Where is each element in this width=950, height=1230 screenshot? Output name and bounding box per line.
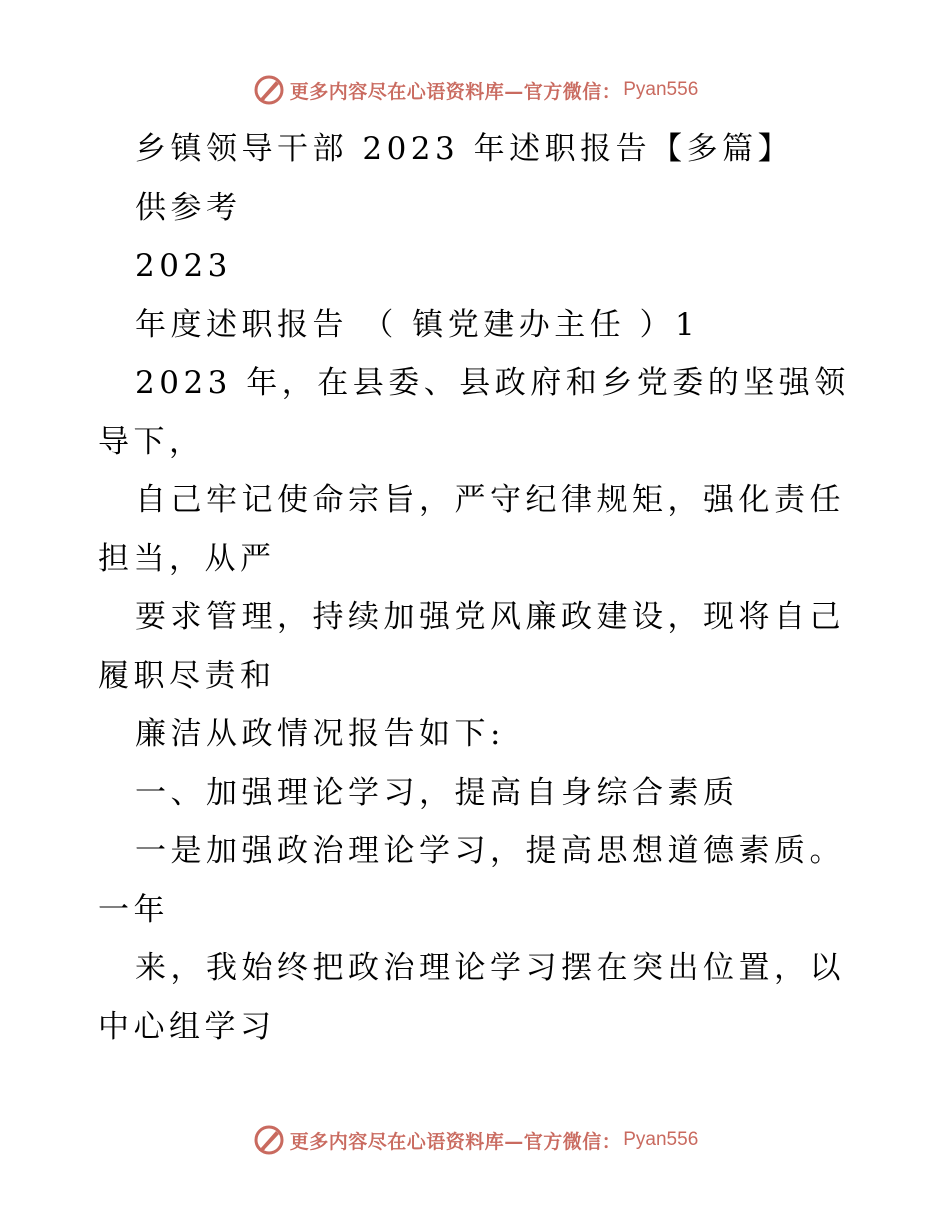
paragraph: 要求管理，持续加强党风廉政建设，现将自己履职尽责和 <box>98 599 845 694</box>
header-banner <box>0 70 950 110</box>
document-title: 乡镇领导干部 2023 年述职报告【多篇】 <box>135 131 794 167</box>
wechat-id: Pyan556 <box>623 1129 699 1150</box>
document-body <box>98 120 868 1056</box>
paragraph: 2023 <box>135 248 232 284</box>
paragraph: 廉洁从政情况报告如下: <box>135 716 505 752</box>
paragraph: 来，我始终把政治理论学习摆在突出位置，以中心组学习 <box>98 950 845 1045</box>
paragraph: 年度述职报告 （ 镇党建办主任 ）1 <box>135 306 700 343</box>
footer-banner <box>0 1120 950 1160</box>
wechat-id: Pyan556 <box>623 79 699 100</box>
paragraph: 供参考 <box>135 189 242 226</box>
paragraph: 自己牢记使命宗旨，严守纪律规矩，强化责任担当，从严 <box>98 482 845 577</box>
banner-text: 更多内容尽在心语资料库—官方微信： <box>289 80 622 103</box>
paragraph: 一是加强政治理论学习，提高思想道德素质。一年 <box>98 833 845 928</box>
quill-pen-logo-icon <box>252 1123 286 1157</box>
section-heading: 一、加强理论学习，提高自身综合素质 <box>135 774 739 811</box>
quill-pen-logo-icon <box>252 73 286 107</box>
banner-text: 更多内容尽在心语资料库—官方微信： <box>289 1130 622 1153</box>
paragraph: 2023 年，在县委、县政府和乡党委的坚强领导下， <box>98 365 850 460</box>
